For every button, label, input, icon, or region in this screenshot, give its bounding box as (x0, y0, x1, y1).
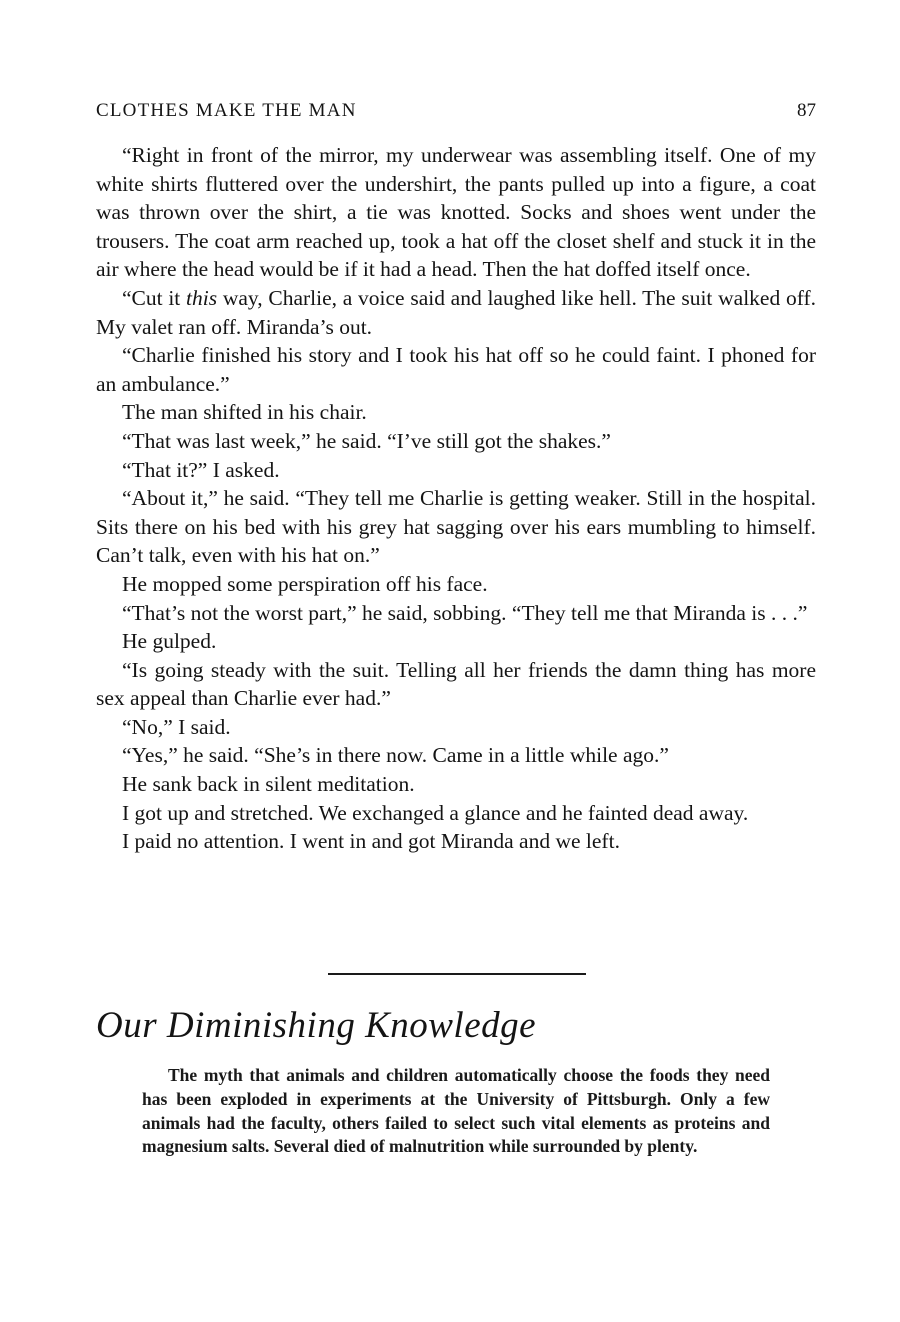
paragraph: He mopped some perspiration off his face. (122, 571, 488, 596)
article-title: Our Diminishing Knowledge (96, 1005, 537, 1046)
paragraph: “Is going steady with the suit. Telling all her friends the damn thing has more sex appeal than Charlie ever had.” (96, 657, 816, 711)
paragraph: The man shifted in his chair. (122, 400, 367, 425)
paragraph (96, 284, 816, 341)
paragraph: He gulped. (122, 629, 217, 654)
paragraph: “Right in front of the mirror, my underwear was assembling itself. One of my white shirts fluttered over the undershirt, the pants pulled up into a figure, a coat was thrown over the shirt, a tie was knotted. Socks and shoes went under the trousers. The coat arm reached up, took a hat off the closet shelf and stuck it in the air where the head would be if it had a head. Then the hat doffed itself once. (96, 143, 816, 282)
paragraph: “Yes,” he said. “She’s in there now. Came in a little while ago.” (122, 743, 669, 768)
paragraph: He sank back in silent meditation. (122, 772, 415, 797)
paragraph: “About it,” he said. “They tell me Charlie is getting weaker. Still in the hospital. Sits there on his bed with his grey hat sagging over his ears mumbling to himself. Can’t talk, even with his hat on.” (96, 486, 816, 568)
paragraph: “That was last week,” he said. “I’ve still got the shakes.” (122, 428, 611, 453)
paragraph-text: way, Charlie, a voice said and laughed like hell. The suit walked off. My valet ran off. Miranda’s out. (96, 285, 817, 339)
paragraph: “No,” I said. (122, 714, 231, 739)
paragraph: “That’s not the worst part,” he said, sobbing. “They tell me that Miranda is . . .” (122, 600, 808, 625)
running-head (96, 100, 816, 126)
article-body: The myth that animals and children automatically choose the foods they need has been exploded in experiments at the University of Pittsburgh. Only a few animals had the faculty, others failed to select such vital elements as proteins and magnesium salts. Several died of malnutrition while surrounded by plenty. (142, 1065, 770, 1157)
paragraph: I got up and stretched. We exchanged a glance and he fainted dead away. (122, 800, 749, 825)
book-page (96, 0, 816, 1322)
paragraph: “Charlie finished his story and I took his hat off so he could faint. I phoned for an ambulance.” (96, 343, 816, 396)
paragraph: “That it?” I asked. (122, 457, 280, 482)
chapter-title: CLOTHES MAKE THE MAN (96, 100, 357, 121)
paragraph: I paid no attention. I went in and got Miranda and we left. (122, 829, 620, 854)
page-number: 87 (797, 100, 816, 121)
section-divider (328, 973, 586, 975)
emphasis-text: this (186, 285, 218, 310)
story-text (96, 141, 816, 856)
paragraph-text: “Cut it (122, 285, 187, 310)
